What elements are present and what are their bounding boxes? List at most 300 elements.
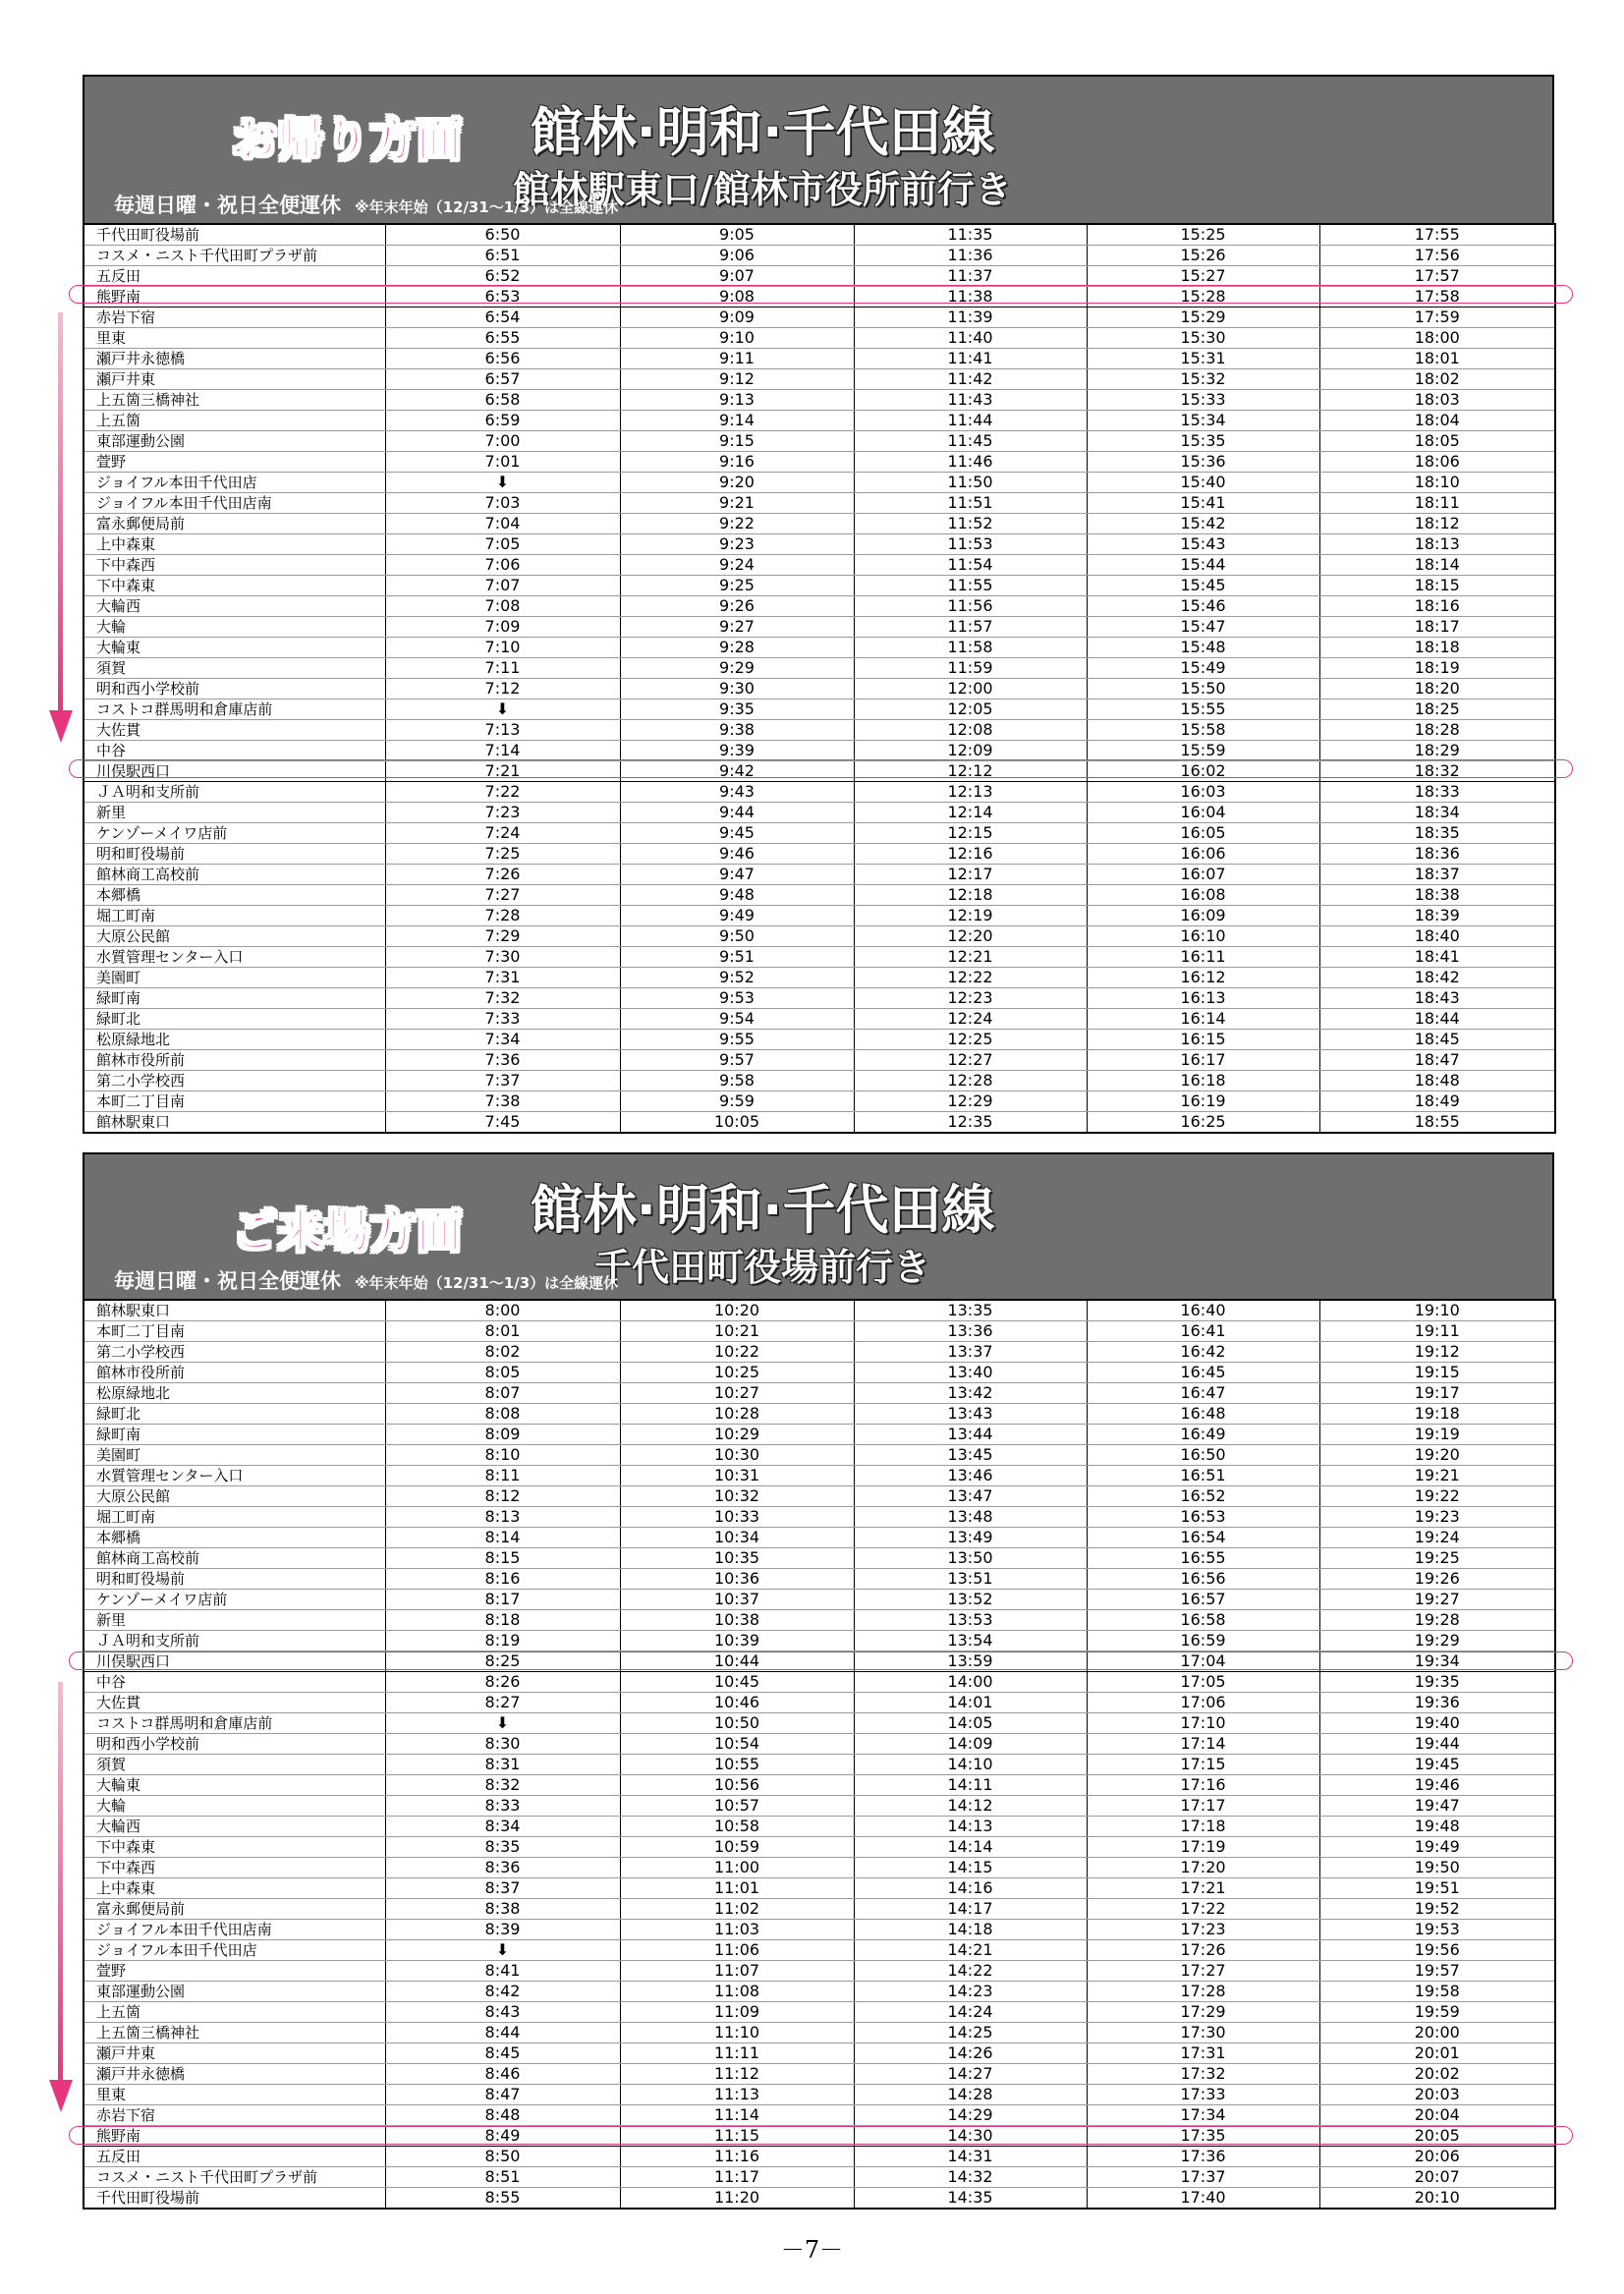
timetable-row xyxy=(84,266,1555,287)
departure-time: 9:14 xyxy=(620,411,854,431)
departure-time: 14:18 xyxy=(854,1920,1087,1940)
stop-name: 大輪西 xyxy=(84,1817,385,1837)
departure-time: 19:49 xyxy=(1319,1837,1555,1858)
departure-time: 19:25 xyxy=(1319,1548,1555,1569)
departure-time: 12:24 xyxy=(854,1009,1087,1030)
departure-time: 9:09 xyxy=(620,308,854,328)
stop-name: 明和西小学校前 xyxy=(84,1734,385,1755)
departure-time: 10:35 xyxy=(620,1548,854,1569)
departure-time: 13:59 xyxy=(854,1651,1087,1672)
departure-time: 19:48 xyxy=(1319,1817,1555,1837)
departure-time: 15:55 xyxy=(1087,699,1319,720)
departure-time: 8:46 xyxy=(385,2064,620,2085)
stop-name: 館林商工高校前 xyxy=(84,1548,385,1569)
departure-time: 16:07 xyxy=(1087,865,1319,885)
skip-arrow-icon: ⬇ xyxy=(385,1713,620,1734)
timetable-row xyxy=(84,2126,1555,2147)
departure-time: 11:15 xyxy=(620,2126,854,2147)
departure-time: 10:45 xyxy=(620,1672,854,1693)
departure-time: 8:42 xyxy=(385,1982,620,2002)
stop-name: 五反田 xyxy=(84,2147,385,2167)
departure-time: 11:43 xyxy=(854,390,1087,411)
departure-time: 16:18 xyxy=(1087,1071,1319,1091)
departure-time: 18:20 xyxy=(1319,679,1555,699)
departure-time: 13:50 xyxy=(854,1548,1087,1569)
weekly-notice: 毎週日曜・祝日全便運休 xyxy=(114,1269,341,1293)
stop-name: 川俣駅西口 xyxy=(84,761,385,782)
stop-name: 上五箇 xyxy=(84,2002,385,2023)
departure-time: 15:31 xyxy=(1087,349,1319,369)
departure-time: 13:42 xyxy=(854,1383,1087,1404)
departure-time: 18:40 xyxy=(1319,926,1555,947)
departure-time: 19:56 xyxy=(1319,1940,1555,1961)
departure-time: 18:13 xyxy=(1319,534,1555,555)
timetable-row xyxy=(84,514,1555,534)
departure-time: 13:52 xyxy=(854,1590,1087,1610)
departure-time: 12:35 xyxy=(854,1112,1087,1134)
stop-name: 中谷 xyxy=(84,741,385,761)
departure-time: 17:29 xyxy=(1087,2002,1319,2023)
departure-time: 8:11 xyxy=(385,1466,620,1486)
departure-time: 6:56 xyxy=(385,349,620,369)
departure-time: 7:13 xyxy=(385,720,620,741)
departure-time: 19:27 xyxy=(1319,1590,1555,1610)
departure-time: 11:10 xyxy=(620,2023,854,2043)
stop-name: 千代田町役場前 xyxy=(84,2188,385,2210)
timetable-row xyxy=(84,452,1555,473)
stop-name: 松原緑地北 xyxy=(84,1030,385,1050)
departure-time: 11:58 xyxy=(854,638,1087,658)
departure-time: 11:50 xyxy=(854,473,1087,493)
departure-time: 7:23 xyxy=(385,803,620,823)
departure-time: 18:17 xyxy=(1319,617,1555,638)
skip-arrow-icon: ⬇ xyxy=(385,699,620,720)
departure-time: 9:12 xyxy=(620,369,854,390)
departure-time: 16:09 xyxy=(1087,906,1319,926)
departure-time: 11:01 xyxy=(620,1878,854,1899)
departure-time: 12:18 xyxy=(854,885,1087,906)
timetable-row xyxy=(84,617,1555,638)
departure-time: 8:13 xyxy=(385,1507,620,1528)
departure-time: 7:07 xyxy=(385,576,620,596)
departure-time: 11:36 xyxy=(854,246,1087,266)
stop-name: ケンゾーメイワ店前 xyxy=(84,1590,385,1610)
timetable-row xyxy=(84,2023,1555,2043)
stop-name: 萱野 xyxy=(84,1961,385,1982)
skip-arrow-icon: ⬇ xyxy=(385,473,620,493)
departure-time: 10:58 xyxy=(620,1817,854,1837)
departure-time: 19:17 xyxy=(1319,1383,1555,1404)
departure-time: 14:12 xyxy=(854,1796,1087,1817)
departure-time: 8:08 xyxy=(385,1404,620,1425)
timetable-row xyxy=(84,844,1555,865)
departure-time: 7:10 xyxy=(385,638,620,658)
timetable-row xyxy=(84,1404,1555,1425)
timetable-row xyxy=(84,865,1555,885)
timetable-row xyxy=(84,1961,1555,1982)
departure-time: 8:27 xyxy=(385,1693,620,1713)
departure-time: 10:38 xyxy=(620,1610,854,1631)
departure-time: 9:13 xyxy=(620,390,854,411)
departure-time: 16:19 xyxy=(1087,1091,1319,1112)
departure-time: 6:59 xyxy=(385,411,620,431)
departure-time: 14:31 xyxy=(854,2147,1087,2167)
departure-time: 14:16 xyxy=(854,1878,1087,1899)
timetable-row xyxy=(84,1507,1555,1528)
departure-time: 16:25 xyxy=(1087,1112,1319,1134)
departure-time: 11:56 xyxy=(854,596,1087,617)
timetable-header xyxy=(83,1152,1554,1299)
departure-time: 10:21 xyxy=(620,1321,854,1342)
departure-time: 11:09 xyxy=(620,2002,854,2023)
timetable-row xyxy=(84,1940,1555,1961)
departure-time: 14:10 xyxy=(854,1755,1087,1775)
departure-time: 17:58 xyxy=(1319,287,1555,308)
departure-time: 17:30 xyxy=(1087,2023,1319,2043)
departure-time: 14:21 xyxy=(854,1940,1087,1961)
departure-time: 14:23 xyxy=(854,1982,1087,2002)
departure-time: 9:11 xyxy=(620,349,854,369)
departure-time: 17:20 xyxy=(1087,1858,1319,1878)
timetable-row xyxy=(84,803,1555,823)
timetable-row xyxy=(84,1112,1555,1134)
departure-time: 19:46 xyxy=(1319,1775,1555,1796)
timetable-row xyxy=(84,1528,1555,1548)
departure-time: 8:07 xyxy=(385,1383,620,1404)
departure-time: 18:42 xyxy=(1319,968,1555,988)
departure-time: 11:53 xyxy=(854,534,1087,555)
departure-time: 16:47 xyxy=(1087,1383,1319,1404)
stop-name: 川俣駅西口 xyxy=(84,1651,385,1672)
departure-time: 18:49 xyxy=(1319,1091,1555,1112)
departure-time: 16:42 xyxy=(1087,1342,1319,1363)
timetable-row xyxy=(84,1878,1555,1899)
departure-time: 20:03 xyxy=(1319,2085,1555,2105)
departure-time: 10:29 xyxy=(620,1425,854,1445)
stop-name: 明和町役場前 xyxy=(84,844,385,865)
departure-time: 11:03 xyxy=(620,1920,854,1940)
departure-time: 10:57 xyxy=(620,1796,854,1817)
timetable-row xyxy=(84,1548,1555,1569)
timetable-row xyxy=(84,1363,1555,1383)
departure-time: 15:50 xyxy=(1087,679,1319,699)
departure-time: 7:06 xyxy=(385,555,620,576)
departure-time: 17:23 xyxy=(1087,1920,1319,1940)
departure-time: 6:58 xyxy=(385,390,620,411)
timetable-row xyxy=(84,1713,1555,1734)
departure-time: 17:26 xyxy=(1087,1940,1319,1961)
departure-time: 14:32 xyxy=(854,2167,1087,2188)
departure-time: 12:12 xyxy=(854,761,1087,782)
departure-time: 10:31 xyxy=(620,1466,854,1486)
service-notice xyxy=(114,1265,618,1295)
departure-time: 11:20 xyxy=(620,2188,854,2210)
timetable-row xyxy=(84,1445,1555,1466)
stop-name: 五反田 xyxy=(84,266,385,287)
departure-time: 17:35 xyxy=(1087,2126,1319,2147)
timetable-row xyxy=(84,741,1555,761)
stop-name: 東部運動公園 xyxy=(84,431,385,452)
departure-time: 18:45 xyxy=(1319,1030,1555,1050)
departure-time: 8:39 xyxy=(385,1920,620,1940)
stop-name: 瀬戸井永徳橋 xyxy=(84,349,385,369)
departure-time: 20:06 xyxy=(1319,2147,1555,2167)
departure-time: 11:45 xyxy=(854,431,1087,452)
departure-time: 19:24 xyxy=(1319,1528,1555,1548)
departure-time: 7:32 xyxy=(385,988,620,1009)
departure-time: 9:20 xyxy=(620,473,854,493)
departure-time: 18:43 xyxy=(1319,988,1555,1009)
departure-time: 6:52 xyxy=(385,266,620,287)
departure-time: 19:29 xyxy=(1319,1631,1555,1651)
departure-time: 9:54 xyxy=(620,1009,854,1030)
departure-time: 6:51 xyxy=(385,246,620,266)
departure-time: 9:22 xyxy=(620,514,854,534)
departure-time: 19:34 xyxy=(1319,1651,1555,1672)
stop-name: 瀬戸井東 xyxy=(84,2043,385,2064)
departure-time: 10:28 xyxy=(620,1404,854,1425)
service-notice xyxy=(114,190,618,219)
departure-time: 14:13 xyxy=(854,1817,1087,1837)
departure-time: 8:48 xyxy=(385,2105,620,2126)
departure-time: 19:50 xyxy=(1319,1858,1555,1878)
departure-time: 18:38 xyxy=(1319,885,1555,906)
departure-time: 11:08 xyxy=(620,1982,854,2002)
departure-time: 11:42 xyxy=(854,369,1087,390)
timetable-row xyxy=(84,782,1555,803)
holiday-notice: ※年末年始（12/31～1/3）は全線運休 xyxy=(355,1274,619,1292)
stop-name: 大佐貫 xyxy=(84,720,385,741)
stop-name: 東部運動公園 xyxy=(84,1982,385,2002)
departure-time: 9:28 xyxy=(620,638,854,658)
departure-time: 15:32 xyxy=(1087,369,1319,390)
departure-time: 10:46 xyxy=(620,1693,854,1713)
departure-time: 8:50 xyxy=(385,2147,620,2167)
departure-time: 16:08 xyxy=(1087,885,1319,906)
timetable-row xyxy=(84,1050,1555,1071)
departure-time: 18:39 xyxy=(1319,906,1555,926)
departure-time: 9:30 xyxy=(620,679,854,699)
departure-time: 10:27 xyxy=(620,1383,854,1404)
departure-time: 8:36 xyxy=(385,1858,620,1878)
stop-name: コストコ群馬明和倉庫店前 xyxy=(84,699,385,720)
departure-time: 7:26 xyxy=(385,865,620,885)
stop-name: 下中森西 xyxy=(84,1858,385,1878)
departure-time: 18:47 xyxy=(1319,1050,1555,1071)
departure-time: 16:15 xyxy=(1087,1030,1319,1050)
timetable-row xyxy=(84,1858,1555,1878)
departure-time: 7:30 xyxy=(385,947,620,968)
departure-time: 15:49 xyxy=(1087,658,1319,679)
timetable-row xyxy=(84,1342,1555,1363)
departure-time: 17:32 xyxy=(1087,2064,1319,2085)
departure-time: 6:55 xyxy=(385,328,620,349)
departure-time: 19:59 xyxy=(1319,2002,1555,2023)
departure-time: 19:15 xyxy=(1319,1363,1555,1383)
stop-name: コストコ群馬明和倉庫店前 xyxy=(84,1713,385,1734)
timetable-row xyxy=(84,1920,1555,1940)
direction-label: お帰り方面 xyxy=(232,113,463,166)
stop-name: コスメ・ニスト千代田町プラザ前 xyxy=(84,2167,385,2188)
timetable-row xyxy=(84,1982,1555,2002)
departure-time: 12:21 xyxy=(854,947,1087,968)
departure-time: 8:35 xyxy=(385,1837,620,1858)
stop-name: 千代田町役場前 xyxy=(84,224,385,246)
timetable-row xyxy=(84,1071,1555,1091)
departure-time: 8:25 xyxy=(385,1651,620,1672)
departure-time: 15:47 xyxy=(1087,617,1319,638)
departure-time: 10:36 xyxy=(620,1569,854,1590)
timetable-row xyxy=(84,926,1555,947)
departure-time: 19:45 xyxy=(1319,1755,1555,1775)
departure-time: 19:28 xyxy=(1319,1610,1555,1631)
departure-time: 14:25 xyxy=(854,2023,1087,2043)
departure-time: 14:05 xyxy=(854,1713,1087,1734)
departure-time: 9:06 xyxy=(620,246,854,266)
departure-time: 16:11 xyxy=(1087,947,1319,968)
stop-name: 中谷 xyxy=(84,1672,385,1693)
departure-time: 16:56 xyxy=(1087,1569,1319,1590)
departure-time: 8:10 xyxy=(385,1445,620,1466)
departure-time: 9:05 xyxy=(620,224,854,246)
departure-time: 13:36 xyxy=(854,1321,1087,1342)
stop-name: 本町二丁目南 xyxy=(84,1091,385,1112)
departure-time: 19:36 xyxy=(1319,1693,1555,1713)
departure-time: 8:14 xyxy=(385,1528,620,1548)
departure-time: 11:02 xyxy=(620,1899,854,1920)
departure-time: 20:04 xyxy=(1319,2105,1555,2126)
timetable-row xyxy=(84,1755,1555,1775)
departure-time: 15:35 xyxy=(1087,431,1319,452)
timetable-body xyxy=(84,1300,1555,2209)
departure-time: 18:29 xyxy=(1319,741,1555,761)
departure-time: 18:15 xyxy=(1319,576,1555,596)
departure-time: 17:59 xyxy=(1319,308,1555,328)
stop-name: 新里 xyxy=(84,803,385,823)
stop-name: 美園町 xyxy=(84,968,385,988)
departure-time: 11:07 xyxy=(620,1961,854,1982)
departure-time: 18:01 xyxy=(1319,349,1555,369)
timetable-row xyxy=(84,411,1555,431)
timetable-row xyxy=(84,1899,1555,1920)
departure-time: 12:15 xyxy=(854,823,1087,844)
departure-time: 19:10 xyxy=(1319,1300,1555,1321)
departure-time: 12:28 xyxy=(854,1071,1087,1091)
departure-time: 8:17 xyxy=(385,1590,620,1610)
departure-time: 7:34 xyxy=(385,1030,620,1050)
departure-time: 17:37 xyxy=(1087,2167,1319,2188)
departure-time: 18:06 xyxy=(1319,452,1555,473)
departure-time: 8:55 xyxy=(385,2188,620,2210)
stop-name: 水質管理センター入口 xyxy=(84,1466,385,1486)
stop-name: 富永郵便局前 xyxy=(84,514,385,534)
departure-time: 17:57 xyxy=(1319,266,1555,287)
page-number: －7－ xyxy=(780,2236,844,2264)
stop-name: 須賀 xyxy=(84,658,385,679)
timetable-row xyxy=(84,431,1555,452)
departure-time: 7:12 xyxy=(385,679,620,699)
departure-time: 13:45 xyxy=(854,1445,1087,1466)
departure-time: 12:05 xyxy=(854,699,1087,720)
departure-time: 16:58 xyxy=(1087,1610,1319,1631)
departure-time: 12:09 xyxy=(854,741,1087,761)
departure-time: 8:26 xyxy=(385,1672,620,1693)
departure-time: 9:52 xyxy=(620,968,854,988)
departure-time: 7:09 xyxy=(385,617,620,638)
departure-time: 11:46 xyxy=(854,452,1087,473)
departure-time: 17:27 xyxy=(1087,1961,1319,1982)
timetable-row xyxy=(84,1693,1555,1713)
departure-time: 18:10 xyxy=(1319,473,1555,493)
departure-time: 17:36 xyxy=(1087,2147,1319,2167)
departure-time: 20:10 xyxy=(1319,2188,1555,2210)
departure-time: 8:32 xyxy=(385,1775,620,1796)
stop-name: 上中森東 xyxy=(84,534,385,555)
stop-name: 本町二丁目南 xyxy=(84,1321,385,1342)
departure-time: 20:00 xyxy=(1319,2023,1555,2043)
direction-label: ご来場方面 xyxy=(232,1204,463,1258)
timetable-row xyxy=(84,1009,1555,1030)
departure-time: 10:22 xyxy=(620,1342,854,1363)
departure-time: 18:18 xyxy=(1319,638,1555,658)
departure-time: 10:30 xyxy=(620,1445,854,1466)
departure-time: 19:26 xyxy=(1319,1569,1555,1590)
timetable-row xyxy=(84,1672,1555,1693)
departure-time: 17:15 xyxy=(1087,1755,1319,1775)
stop-name: 大輪東 xyxy=(84,1775,385,1796)
stop-name: 熊野南 xyxy=(84,287,385,308)
departure-time: 14:29 xyxy=(854,2105,1087,2126)
departure-time: 11:35 xyxy=(854,224,1087,246)
stop-name: 明和町役場前 xyxy=(84,1569,385,1590)
departure-time: 13:43 xyxy=(854,1404,1087,1425)
departure-time: 7:28 xyxy=(385,906,620,926)
departure-time: 19:21 xyxy=(1319,1466,1555,1486)
stop-name: 萱野 xyxy=(84,452,385,473)
departure-time: 12:25 xyxy=(854,1030,1087,1050)
departure-time: 13:51 xyxy=(854,1569,1087,1590)
departure-time: 13:49 xyxy=(854,1528,1087,1548)
departure-time: 16:50 xyxy=(1087,1445,1319,1466)
departure-time: 14:09 xyxy=(854,1734,1087,1755)
departure-time: 8:01 xyxy=(385,1321,620,1342)
stop-name: 上五箇三橋神社 xyxy=(84,2023,385,2043)
departure-time: 17:10 xyxy=(1087,1713,1319,1734)
departure-time: 8:16 xyxy=(385,1569,620,1590)
timetable-row xyxy=(84,328,1555,349)
departure-time: 15:42 xyxy=(1087,514,1319,534)
departure-time: 14:27 xyxy=(854,2064,1087,2085)
departure-time: 19:19 xyxy=(1319,1425,1555,1445)
departure-time: 11:39 xyxy=(854,308,1087,328)
departure-time: 16:45 xyxy=(1087,1363,1319,1383)
stop-name: 富永郵便局前 xyxy=(84,1899,385,1920)
departure-time: 8:09 xyxy=(385,1425,620,1445)
departure-time: 11:38 xyxy=(854,287,1087,308)
departure-time: 17:31 xyxy=(1087,2043,1319,2064)
departure-time: 14:00 xyxy=(854,1672,1087,1693)
departure-time: 11:59 xyxy=(854,658,1087,679)
timetable-row xyxy=(84,287,1555,308)
timetable-row xyxy=(84,473,1555,493)
stop-name: ジョイフル本田千代田店 xyxy=(84,473,385,493)
departure-time: 18:48 xyxy=(1319,1071,1555,1091)
departure-time: 10:33 xyxy=(620,1507,854,1528)
departure-time: 11:51 xyxy=(854,493,1087,514)
stop-name: 美園町 xyxy=(84,1445,385,1466)
departure-time: 6:54 xyxy=(385,308,620,328)
departure-time: 10:34 xyxy=(620,1528,854,1548)
